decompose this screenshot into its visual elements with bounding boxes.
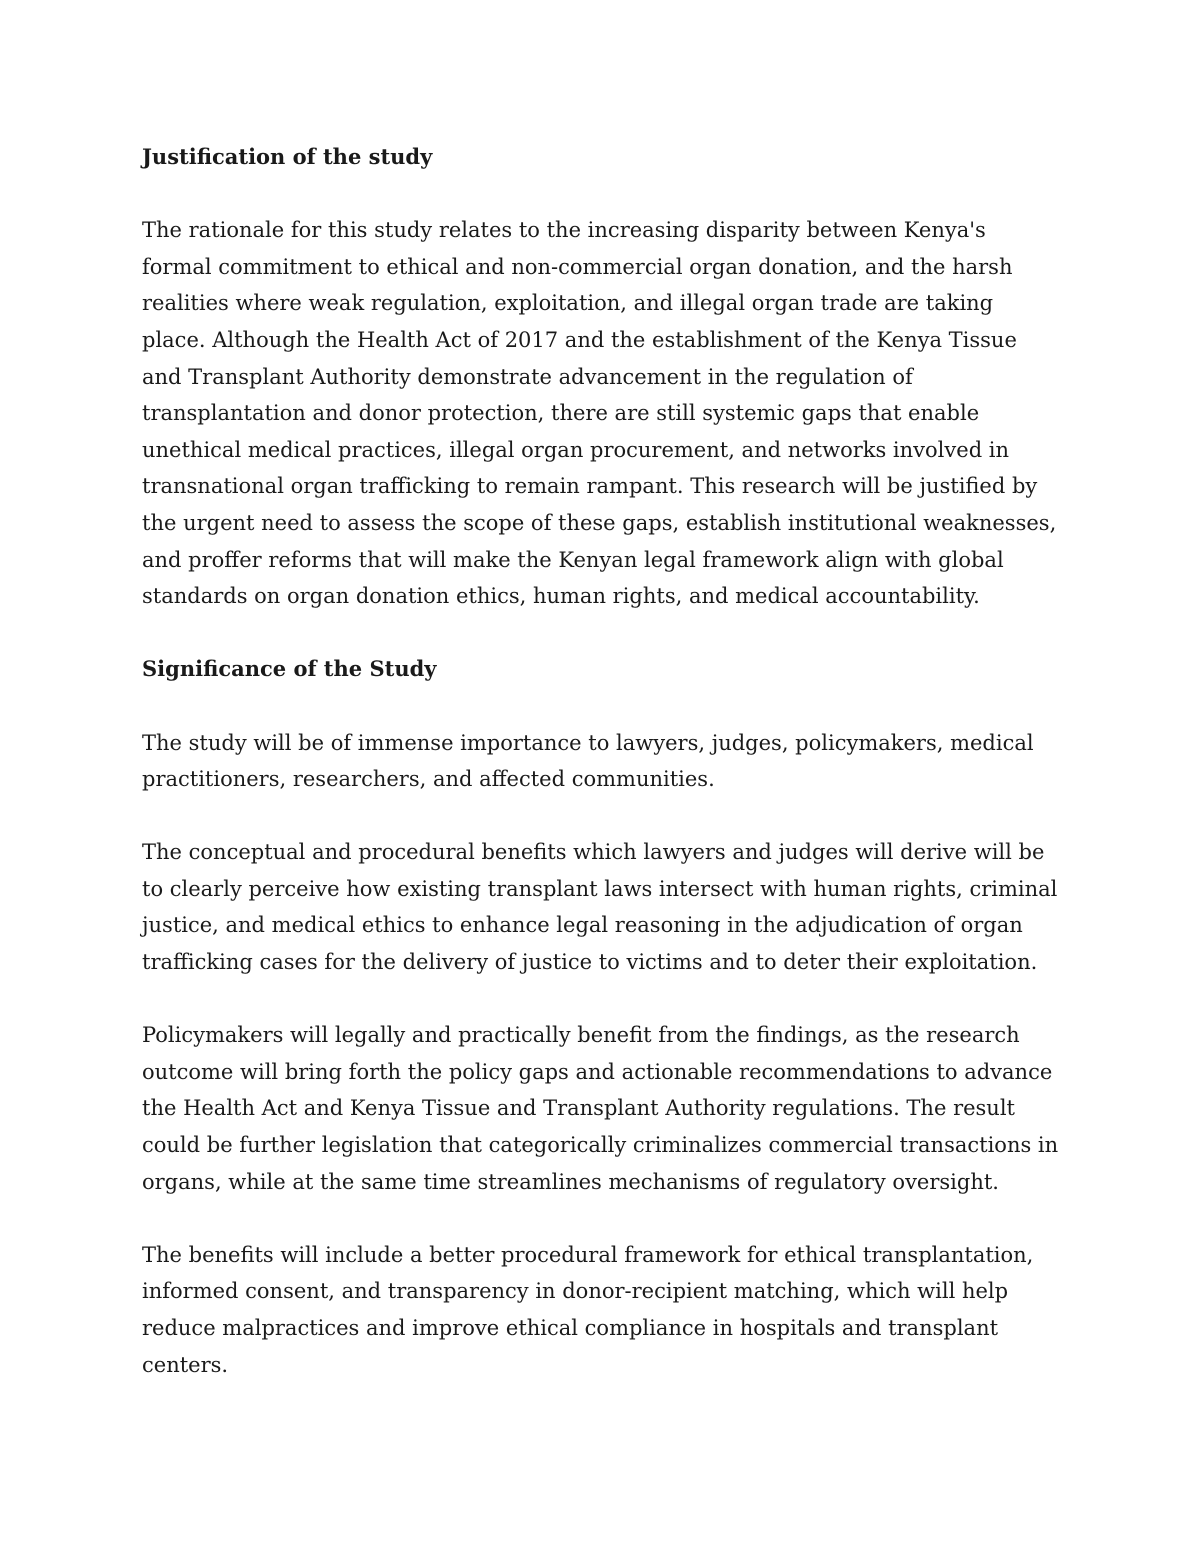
paragraph-justification: The rationale for this study relates to the increasing disparity between Kenya's formal commitment to ethical and non-commercial organ donation, and the harsh realities where weak regulation, exploitation, and illegal organ trade are taking place. Although the Health Act of 2017 and the establishment of the Kenya Tissue and Transplant Authority demonstrate advancement in the regulation of transplantation and donor protection, there are still systemic gaps that enable unethical medical practices, illegal organ procurement, and networks involved in transnational organ trafficking to remain rampant. This research will be justified by the urgent need to assess the scope of these gaps, establish institutional weaknesses, and proffer reforms that will make the Kenyan legal framework align with global standards on organ donation ethics, human rights, and medical accountability. bbox=[142, 218, 1057, 609]
section-heading-significance: Significance of the Study bbox=[142, 656, 437, 682]
paragraph-significance-intro: The study will be of immense importance to lawyers, judges, policymakers, medical practitioners, researchers, and affected communities. bbox=[142, 730, 1034, 792]
section-heading-justification: Justification of the study bbox=[142, 144, 433, 169]
paragraph-lawyers-judges: The conceptual and procedural benefits which lawyers and judges will derive will be to clearly perceive how existing transplant laws intersect with human rights, criminal justice, and medical ethics to enhance legal reasoning in the adjudication of organ trafficking cases for the delivery of justice to victims and to deter their exploitation. bbox=[142, 840, 1058, 975]
paragraph-medical-benefits: The benefits will include a better procedural framework for ethical transplantation, informed consent, and transparency in donor-recipient matching, which will help reduce malpractices and improve ethical compliance in hospitals and transplant centers. bbox=[142, 1242, 1034, 1377]
paragraph-policymakers: Policymakers will legally and practically benefit from the findings, as the research outcome will bring forth the policy gaps and actionable recommendations to advance the Health Act and Kenya Tissue and Transplant Authority regulations. The result could be further legislation that categorically criminalizes commercial transactions in organs, while at the same time streamlines mechanisms of regulatory oversight. bbox=[142, 1023, 1059, 1194]
document-page bbox=[142, 139, 1062, 1420]
